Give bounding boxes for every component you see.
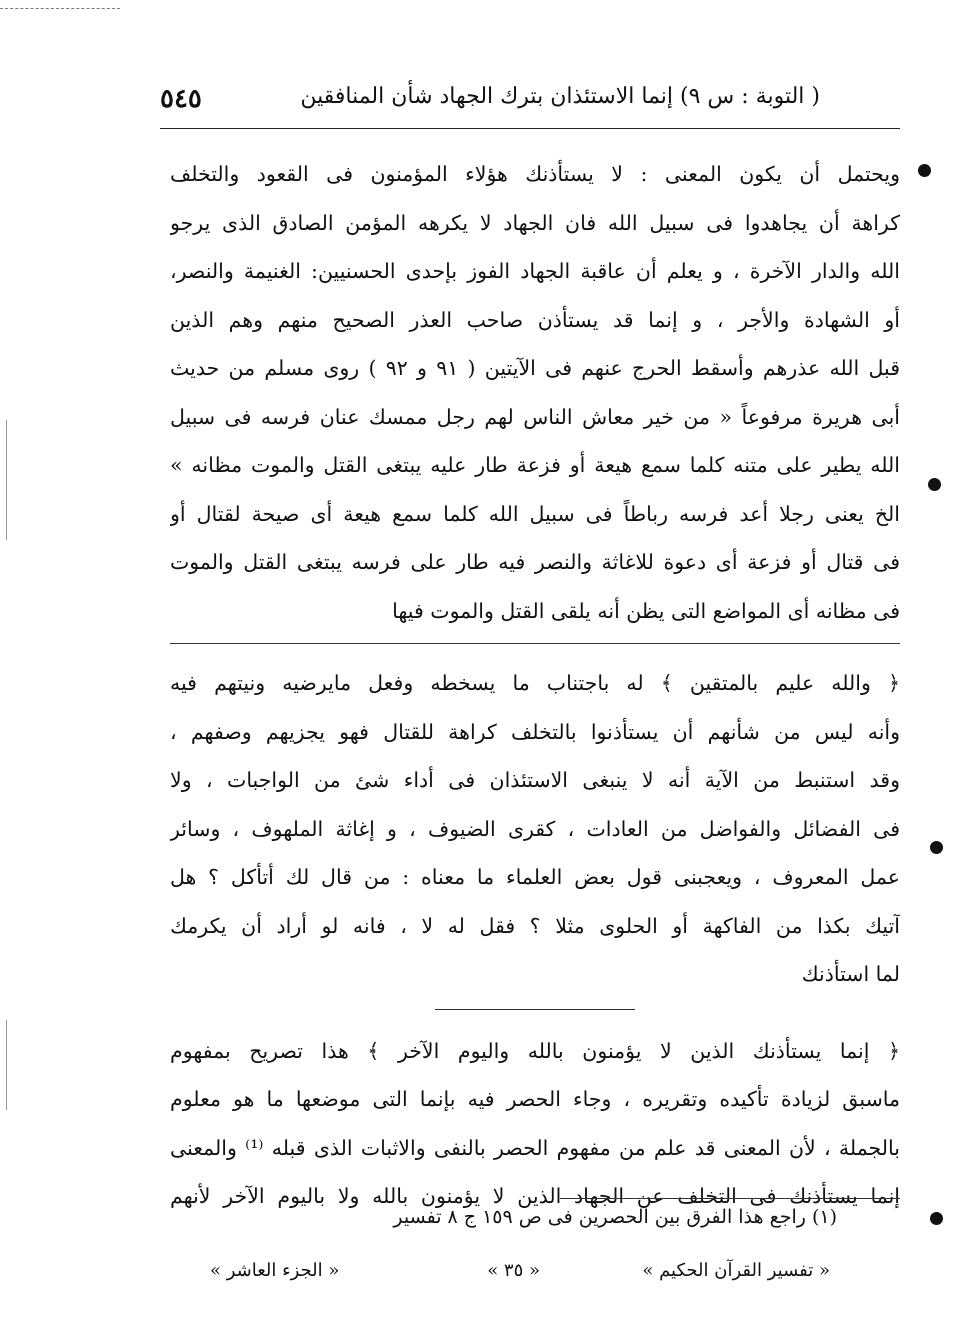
text-line: قبل الله عذرهم وأسقط الحرج عنهم فى الآيتين ( ٩١ و ٩٢ ) روى مسلم من حديث: [170, 356, 900, 380]
text-line: ﴿ والله عليم بالمتقين ﴾ له باجتناب ما يسخطه وفعل مايرضيه ونيتهم فيه: [170, 671, 900, 695]
text-line: فى الفضائل والفواضل من العادات ، كقرى الضيوف ، و إغاثة الملهوف ، وسائر: [170, 816, 900, 841]
text-line: ﴿ إنما يستأذنك الذين لا يؤمنون بالله واليوم الآخر ﴾ هذا تصريح بمفهوم: [170, 1038, 900, 1063]
footnote-rule: [560, 1198, 900, 1199]
text-line: لما استأذنك: [801, 962, 900, 986]
page-header: [160, 78, 820, 128]
text-line: إنما يستأذنك فى التخلف عن الجهاد الذين لا يؤمنون بالله ولا باليوم الآخر لأنهم: [170, 1184, 900, 1208]
text-line: آتيك بكذا من الفاكهة أو الحلوى مثلا ؟ فقل له لا ، فانه لو أراد أن يكرمك: [170, 913, 900, 938]
scan-edge-line: [6, 1020, 7, 1110]
footnote: (١) راجع هذا الفرق بين الحصرين فى ص ١٥٩ ج ٨ تفسير: [393, 1206, 837, 1228]
page-footer: [210, 1260, 830, 1290]
text-line: أو الشهادة والأجر ، و إنما قد يستأذن صاحب العذر الصحيح منهم وهم الذين: [170, 307, 900, 332]
header-rule: [160, 128, 900, 129]
text-line: ويحتمل أن يكون المعنى : لا يستأذنك هؤلاء المؤمنون فى القعود والتخلف: [170, 162, 900, 186]
scan-edge-line: [6, 420, 7, 540]
text-line: ماسبق لزيادة تأكيده وتقريره ، وجاء الحصر فيه بإنما التى موضعها ما هو معلوم: [170, 1087, 900, 1111]
section-divider: [170, 643, 900, 645]
section-divider: [435, 1009, 635, 1011]
running-title: ( التوبة : س ٩) إنما الاستئذان بترك الجهاد شأن المنافقين: [300, 84, 820, 109]
text-line: كراهة أن يجاهدوا فى سبيل الله فان الجهاد لا يكرهه المؤمن الصادق الذى يرجو: [170, 210, 900, 235]
text-line: فى قتال أو فزعة أى دعوة للاغاثة والنصر فيه طار على فرسه يبتغى القتل والموت: [170, 550, 900, 574]
margin-dot-icon: [930, 841, 943, 854]
footer-part: « الجزء العاشر »: [210, 1260, 340, 1281]
text-line: الله والدار الآخرة ، و يعلم أن عاقبة الجهاد الفوز بإحدى الحسنيين: الغنيمة والنصر،: [170, 259, 900, 283]
text-line: بالجملة ، لأن المعنى قد علم من مفهوم الحصر بالنفى والاثبات الذى قبله ⁽¹⁾ والمعنى: [170, 1135, 900, 1160]
page-number: ٥٤٥: [160, 84, 202, 114]
scan-top-mark: [0, 8, 120, 11]
paragraph-section-1: [170, 150, 900, 635]
paragraph-section-3: [170, 1027, 900, 1221]
margin-dot-icon: [918, 164, 931, 177]
footer-signature: « ٣٥ »: [487, 1260, 540, 1281]
margin-dot-icon: [928, 478, 941, 491]
margin-dot-icon: [930, 1212, 943, 1225]
footer-book-title: « تفسير القرآن الحكيم »: [642, 1260, 830, 1281]
text-line: أبى هريرة مرفوعاً « من خير معاش الناس لهم رجل ممسك عنان فرسه فى سبيل: [170, 404, 900, 429]
text-line: فى مظانه أى المواضع التى يظن أنه يلقى القتل والموت فيها: [392, 598, 900, 623]
page-body: [170, 150, 900, 1221]
text-line: الله يطير على متنه كلما سمع هيعة أو فزعة طار عليه يبتغى القتل والموت مظانه »: [170, 453, 900, 477]
text-line: وأنه ليس من شأنهم أن يستأذنوا بالتخلف كراهة للقتال فهو يجزيهم وصفهم ،: [170, 719, 900, 744]
text-line: الخ يعنى رجلا أعد فرسه رباطاً فى سبيل الله كلما سمع هيعة أى صيحة لقتال أو: [170, 501, 900, 526]
paragraph-section-2: [170, 659, 900, 999]
text-line: وقد استنبط من الآية أنه لا ينبغى الاستئذان فى أداء شئ من الواجبات ، ولا: [170, 768, 900, 792]
text-line: عمل المعروف ، ويعجبنى قول بعض العلماء ما معناه : من قال لك أتأكل ؟ هل: [170, 865, 900, 889]
